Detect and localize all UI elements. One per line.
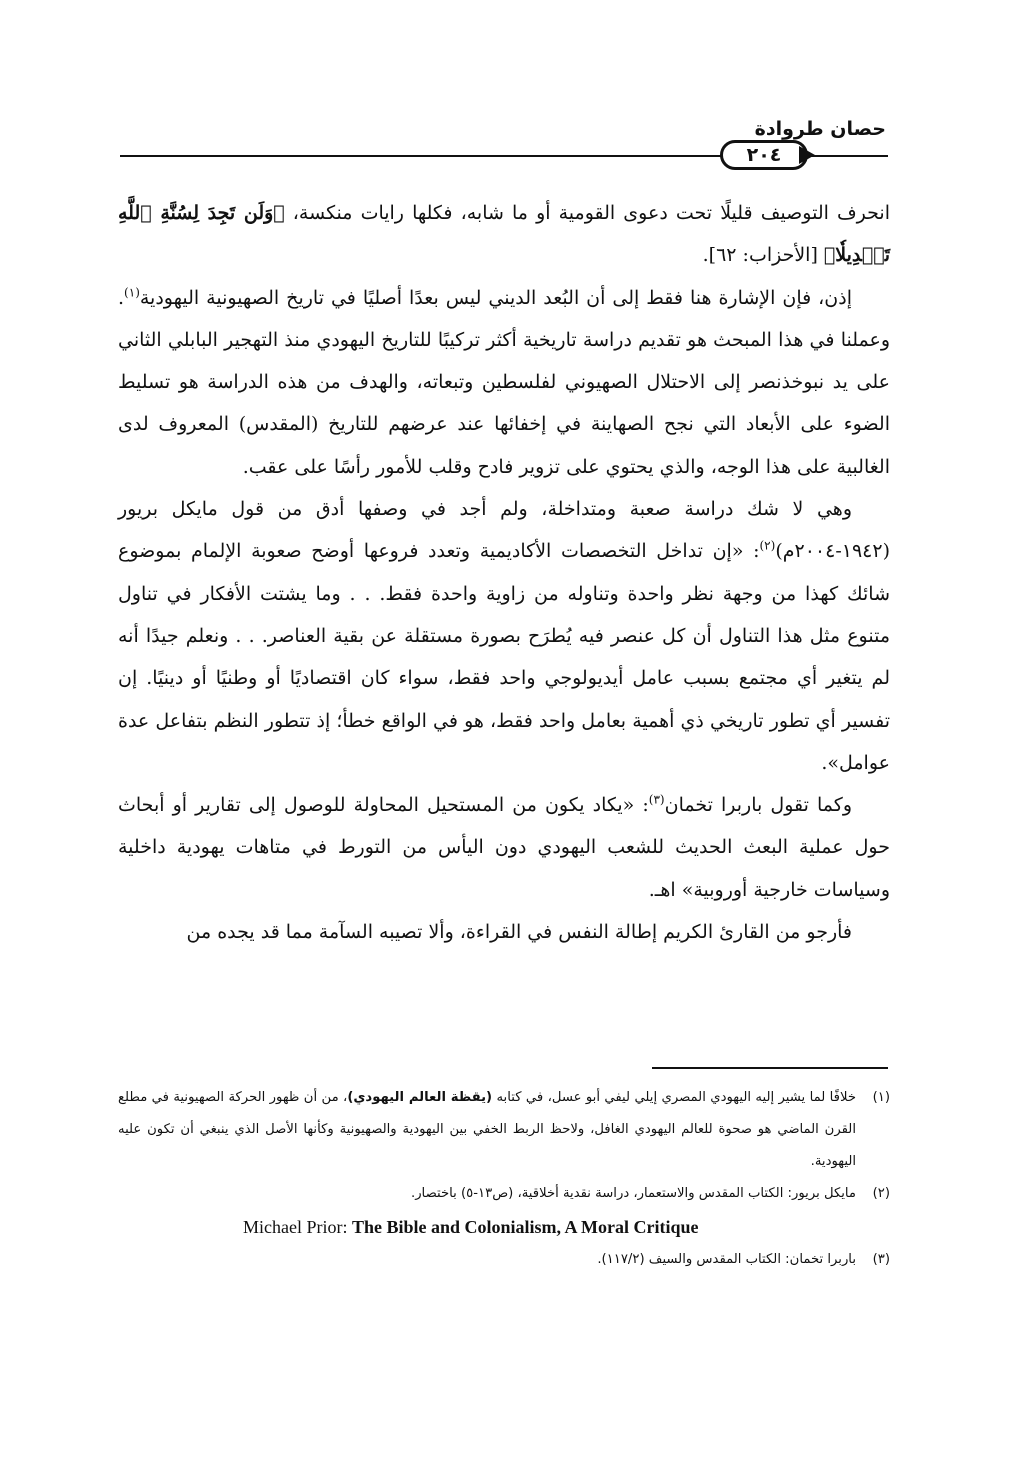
footnote-number: (١) — [872, 1090, 890, 1105]
footnotes — [118, 1082, 890, 1276]
footnote-number: (٣) — [872, 1252, 890, 1267]
running-title: حصان طروادة — [754, 118, 886, 140]
quran-verse: ﴿وَلَن تَجِدَ لِسُنَّةِ ٱللَّهِ تَبۡدِيلٗا﴾ — [118, 202, 890, 267]
footnote-ref-2[interactable]: (٢) — [759, 539, 776, 554]
paragraph-2: إذن، فإن الإشارة هنا فقط إلى أن البُعد الديني ليس بعدًا أصليًا في تاريخ الصهيونية اليهودية$^{(١)}$. وعملنا في هذا المبحث هو تقديم دراسة تاريخية أكثر تركيبًا للتاريخ اليهودي منذ التهجير البابلي الثاني على يد نبوخذنصر إلى الاحتلال الصهيوني لفلسطين وتبعاته، والهدف من هذه الدراسة هو تسليط الضوء على الأبعاد التي نجح الصهاينة في إخفائها عند عرضهم للتاريخ (المقدس) المعروف لدى الغالبية على هذا الوجه، والذي يحتوي على تزوير فادح وقلب للأمور رأسًا على عقب. — [118, 285, 890, 478]
footnote-separator — [652, 1067, 888, 1069]
verse-reference: [الأحزاب: ٦٢]. — [702, 244, 824, 267]
english-book-title: The Bible and Colonialism, A Moral Critique — [351, 1217, 699, 1237]
paragraph-5: فأرجو من القارئ الكريم إطالة النفس في القراءة، وألا تصيبه السآمة مما قد يجده من — [186, 921, 852, 944]
book-title: (يقظة العالم اليهودي) — [347, 1090, 493, 1105]
page-header — [120, 118, 888, 178]
footnote-1: (١) خلافًا لما يشير إليه اليهودي المصري إيلي ليفي أبو عسل، في كتابه (يقظة العالم اليهودي)، من أن ظهور الحركة الصهيونية في مطلع القرن الماضي هو صحوة للعالم اليهودي الغافل، ولاحظ الربط الخفي بين اليهودية والصهيونية وكأنها الأصل الذي ينبغي أن تكون عليه اليهودية. — [118, 1082, 890, 1178]
main-text — [118, 192, 890, 953]
paragraph-4: وكما تقول باربرا تخمان$^{(٣)}$: «يكاد يكون من المستحيل المحاولة للوصول إلى تقارير أو أبحاث حول عملية البعث الحديث للشعب اليهودي دون اليأس من التورط في متاهات يهودية داخلية وسياسات خارجية أوروبية» اهـ. — [118, 792, 890, 901]
paragraph-3: وهي لا شك دراسة صعبة ومتداخلة، ولم أجد في وصفها أدق من قول مايكل بريور (١٩٤٢-٢٠٠٤م)$^{(٢)}$: «إن تداخل التخصصات الأكاديمية وتعدد فروعها أوضح صعوبة الإلمام بموضوع شائك كهذا من وجهة نظر واحدة وتناوله من زاوية واحدة فقط. . . وما يشتت الأفكار في تناول متنوع مثل هذا التناول أن كل عنصر فيه يُطرَح بصورة مستقلة عن بقية العناصر. . . ونعلم جيدًا أنه لم يتغير أي مجتمع بسبب عامل أيديولوجي واحد فقط، سواء كان اقتصاديًا أو وطنيًا أو دينيًا. إن تفسير أي تطور تاريخي ذي أهمية بعامل واحد فقط، هو في الواقع خطأ؛ إذ تتطور النظم بتفاعل عدة عوامل». — [118, 498, 890, 774]
paragraph-1: انحرف التوصيف قليلًا تحت دعوى القومية أو ما شابه، فكلها رايات منكسة، ﴿وَلَن تَجِدَ لِسُنَّةِ ٱللَّهِ تَبۡدِيلٗا﴾ [الأحزاب: ٦٢]. — [118, 202, 890, 267]
footnote-ref-3[interactable]: (٣) — [648, 792, 665, 807]
footnote-2-english-citation: Michael Prior: The Bible and Colonialism, A Moral Critique — [243, 1217, 699, 1237]
footnote-3: (٣) باربرا تخمان: الكتاب المقدس والسيف (١١٧/٢). — [118, 1244, 890, 1276]
footnote-ref-1[interactable]: (١) — [124, 285, 140, 300]
footnote-2: (٢) مايكل بريور: الكتاب المقدس والاستعمار، دراسة نقدية أخلاقية، (ص١٣-٥) باختصار. — [118, 1178, 890, 1210]
footnote-number: (٢) — [872, 1186, 890, 1201]
page-number-badge: ٢٠٤ — [720, 140, 808, 170]
